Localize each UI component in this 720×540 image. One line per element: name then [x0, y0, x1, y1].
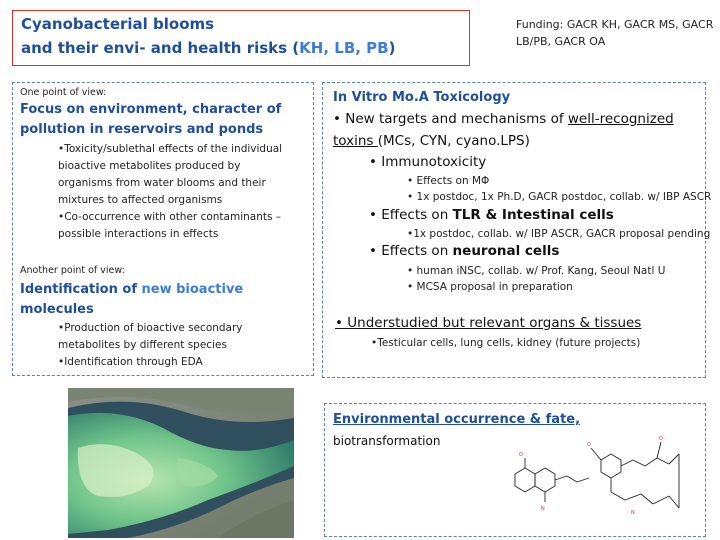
view2-bullet-line: •Identification through EDA: [58, 356, 203, 368]
human-insc-line: • human iNSC, collab. w/ Prof. Kang, Seoul Natl U: [407, 265, 666, 277]
right-panel: [322, 82, 712, 378]
svg-text:N: N: [541, 506, 545, 512]
effects-mf-line: • Effects on MΦ: [407, 175, 490, 187]
targets-line2-underlined: toxins: [333, 133, 378, 149]
env-subtitle: biotransformation: [333, 434, 441, 448]
env-title: Environmental occurrence & fate,: [333, 412, 581, 427]
testicular-line: •Testicular cells, lung cells, kidney (future projects): [371, 337, 641, 349]
title-line2-post: ): [388, 39, 396, 57]
svg-text:O: O: [519, 452, 523, 458]
view1-bullets: [58, 141, 310, 243]
postdoc1-line: • 1x postdoc, 1x Ph.D, GACR postdoc, collab. w/ IBP ASCR: [407, 191, 712, 203]
title-line2-highlight: KH, LB, PB: [299, 39, 389, 57]
view1-heading-line2: pollution in reservoirs and ponds: [20, 122, 264, 137]
view2-bullet-line: •Production of bioactive secondary: [58, 322, 243, 334]
right-title: In Vitro Mo.A Toxicology: [333, 90, 511, 105]
postdoc2-line: •1x postdoc, collab. w/ IBP ASCR, GACR proposal pending: [407, 228, 711, 240]
view2-label: Another point of view:: [20, 265, 125, 276]
title-line2-pre: and their envi- and health risks (: [21, 39, 300, 57]
view2-bullets: [58, 320, 310, 371]
svg-text:O: O: [587, 442, 591, 448]
neuronal-pre: • Effects on: [369, 243, 453, 259]
neuronal-bold: neuronal cells: [452, 243, 560, 259]
view2-heading-pre: Identification of: [20, 282, 142, 297]
view1-label: One point of view:: [20, 87, 107, 98]
svg-text:N: N: [631, 510, 635, 516]
immunotoxicity-line: • Immunotoxicity: [369, 154, 487, 170]
view1-bullet-line: mixtures to affected organisms: [58, 194, 223, 206]
targets-line2: [333, 133, 530, 149]
view2-heading-line2: molecules: [20, 302, 94, 317]
view1-bullet-line: possible interactions in effects: [58, 228, 219, 240]
view1-heading-line1: Focus on environment, character of: [20, 102, 282, 117]
title-box: [12, 10, 470, 66]
understudied-line: • Understudied but relevant organs & tissues: [335, 315, 642, 331]
title-line1: Cyanobacterial blooms: [21, 15, 215, 33]
view2-bullet-line: metabolites by different species: [58, 339, 227, 351]
mcsa-line: • MCSA proposal in preparation: [407, 281, 573, 293]
satellite-bloom-image: [68, 388, 294, 538]
view1-bullet-line: •Co-occurrence with other contaminants –: [58, 211, 282, 223]
svg-text:O: O: [659, 436, 663, 442]
targets-line2-post: (MCs, CYN, cyano.LPS): [377, 133, 530, 149]
view2-heading-highlight: new bioactive: [141, 282, 244, 297]
tlr-bold: TLR & Intestinal cells: [452, 207, 614, 223]
title-line2: [21, 39, 395, 57]
view1-bullet-line: organisms from water blooms and their: [58, 177, 266, 189]
funding-text: Funding: GACR KH, GACR MS, GACR LB/PB, GACR OA: [516, 18, 714, 48]
environmental-panel: [324, 403, 706, 537]
targets-line1-pre: • New targets and mechanisms of: [333, 111, 568, 127]
tlr-line: [369, 207, 614, 223]
view1-bullet-line: •Toxicity/sublethal effects of the individual: [58, 143, 283, 155]
targets-line1-underlined: well-recognized: [567, 111, 674, 127]
view1-bullet-line: bioactive metabolites produced by: [58, 160, 241, 172]
tlr-pre: • Effects on: [369, 207, 453, 223]
neuronal-line: [369, 243, 559, 259]
view2-heading-line1: [20, 281, 243, 299]
targets-line1: [333, 111, 674, 127]
left-panel: [12, 82, 314, 376]
chemical-structure-graphic: [501, 430, 701, 534]
